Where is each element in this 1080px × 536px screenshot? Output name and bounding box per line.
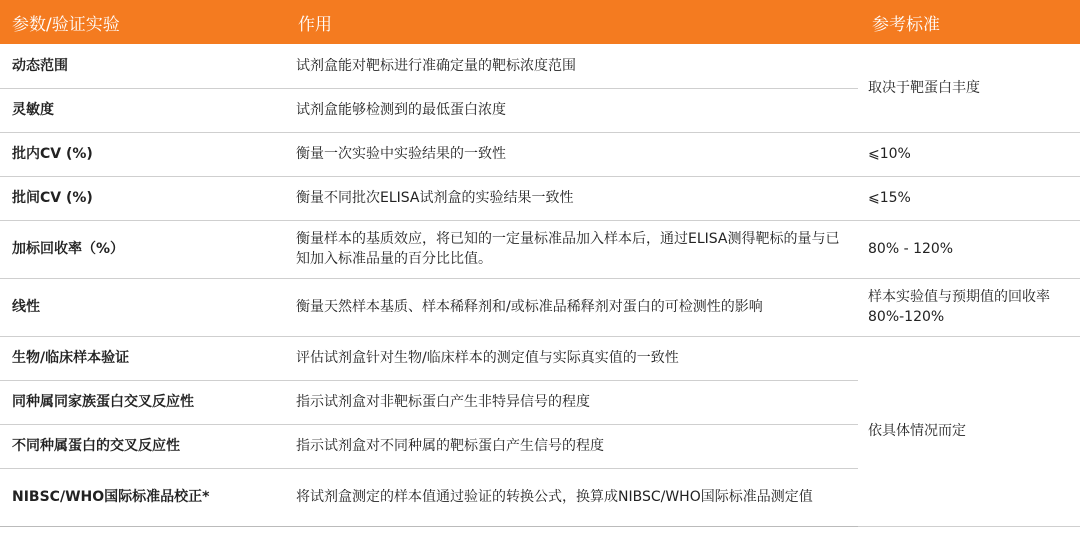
param-cell: 批间CV (%): [0, 176, 286, 220]
param-cell: NIBSC/WHO国际标准品校正*: [0, 468, 286, 526]
param-cell: 批内CV (%): [0, 132, 286, 176]
param-cell: 灵敏度: [0, 88, 286, 132]
header-param: 参数/验证实验: [0, 0, 286, 44]
table-row: [0, 132, 1080, 176]
standard-cell: 80% - 120%: [858, 220, 1080, 278]
header-row: [0, 0, 1080, 44]
table-row: [0, 220, 1080, 278]
param-cell: 加标回收率（%）: [0, 220, 286, 278]
header-standard: 参考标准: [858, 0, 1080, 44]
purpose-cell: 将试剂盒测定的样本值通过验证的转换公式，换算成NIBSC/WHO国际标准品测定值: [286, 468, 858, 526]
standard-cell: ⩽15%: [858, 176, 1080, 220]
purpose-cell: 试剂盒能够检测到的最低蛋白浓度: [286, 88, 858, 132]
table-row: [0, 278, 1080, 336]
purpose-cell: 衡量天然样本基质、样本稀释剂和/或标准品稀释剂对蛋白的可检测性的影响: [286, 278, 858, 336]
standard-cell: ⩽10%: [858, 132, 1080, 176]
standard-cell: 样本实验值与预期值的回收率 80%-120%: [858, 278, 1080, 336]
standard-cell: 依具体情况而定: [858, 336, 1080, 526]
standard-cell: 取决于靶蛋白丰度: [858, 44, 1080, 132]
purpose-cell: 衡量不同批次ELISA试剂盒的实验结果一致性: [286, 176, 858, 220]
purpose-cell: 指示试剂盒对非靶标蛋白产生非特异信号的程度: [286, 380, 858, 424]
table-row: [0, 44, 1080, 88]
table-row: [0, 336, 1080, 380]
param-cell: 线性: [0, 278, 286, 336]
table-row: [0, 176, 1080, 220]
header-purpose: 作用: [286, 0, 858, 44]
param-cell: 动态范围: [0, 44, 286, 88]
purpose-cell: 试剂盒能对靶标进行准确定量的靶标浓度范围: [286, 44, 858, 88]
purpose-cell: 指示试剂盒对不同种属的靶标蛋白产生信号的程度: [286, 424, 858, 468]
purpose-cell: 衡量一次实验中实验结果的一致性: [286, 132, 858, 176]
purpose-cell: 评估试剂盒针对生物/临床样本的测定值与实际真实值的一致性: [286, 336, 858, 380]
param-cell: 同种属同家族蛋白交叉反应性: [0, 380, 286, 424]
param-cell: 生物/临床样本验证: [0, 336, 286, 380]
param-cell: 不同种属蛋白的交叉反应性: [0, 424, 286, 468]
purpose-cell: 衡量样本的基质效应，将已知的一定量标准品加入样本后，通过ELISA测得靶标的量与已知加入标准品量的百分比比值。: [286, 220, 858, 278]
